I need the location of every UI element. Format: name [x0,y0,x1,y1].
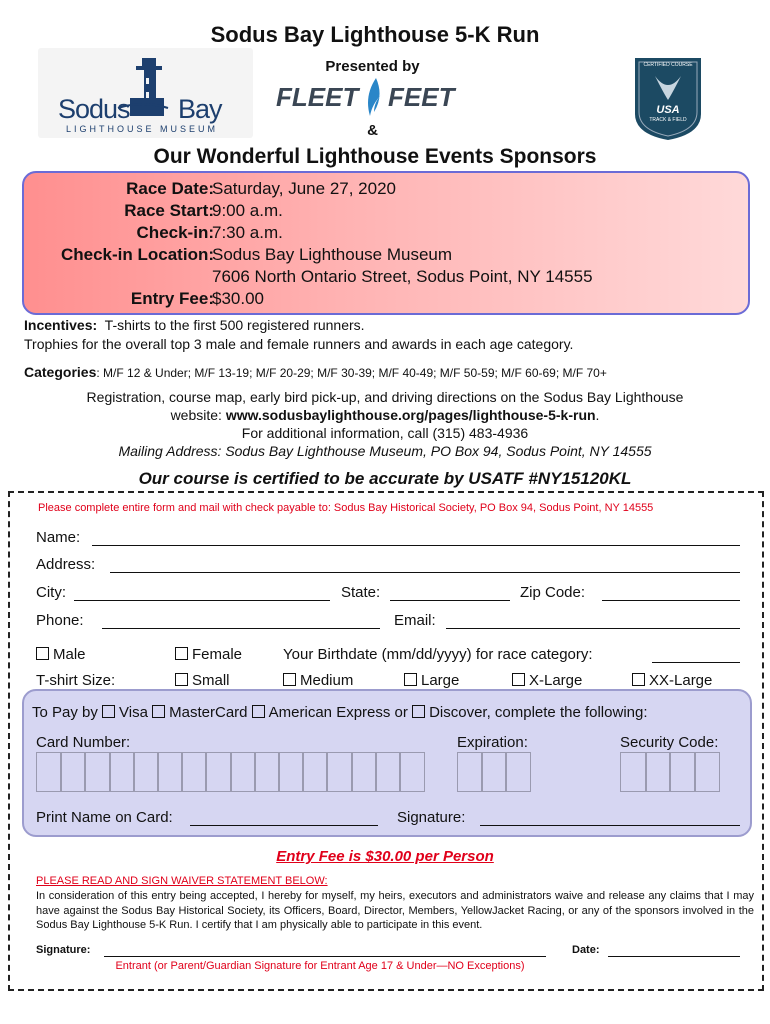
size-xxlarge-label: XX-Large [649,672,713,689]
card-digit-box[interactable] [36,752,62,792]
card-digit-box[interactable] [181,752,207,792]
female-checkbox[interactable] [175,647,188,660]
xlarge-checkbox[interactable] [512,673,525,686]
name-label: Name: [36,529,81,546]
phone-field[interactable] [102,628,380,629]
entrant-note: Entrant (or Parent/Guardian Signature for Entrant Age 17 & Under—NO Exceptions) [115,960,525,972]
checkin-label: Check-in: [136,223,214,242]
male-option[interactable] [36,646,86,663]
checkin-location-label: Check-in Location: [60,245,214,264]
size-medium-label: Medium [300,672,354,689]
discover-checkbox[interactable] [412,705,425,718]
mastercard-label: MasterCard [169,704,248,721]
race-start-value: 9:00 a.m. [212,201,283,220]
size-xlarge-label: X-Large [529,672,583,689]
card-digit-box[interactable] [84,752,110,792]
waiver-text: In consideration of this entry being accepted, I hereby for myself, my heirs, executors and administrators waive and release any claims that I may have against the Sodus Bay Historical Society, its Officers, Board, Director, Members, YellowJacket Racing, or any of the sponsors involved in the Sodus Bay Lighthouse 5-K Run. I certify that I am physically able to participate in this event. [36,890,754,931]
card-digit-box[interactable] [109,752,135,792]
registration-phone-line: For additional information, call (315) 483-4936 [241,425,529,441]
waiver-signature-label: Signature: [36,944,91,956]
incentives-line2: Trophies for the overall top 3 male and female runners and awards in each age category. [24,336,574,352]
print-name-field[interactable] [190,825,378,826]
card-digit-box[interactable] [254,752,280,792]
zip-field[interactable] [602,600,740,601]
print-name-label: Print Name on Card: [36,809,173,826]
large-checkbox[interactable] [404,673,417,686]
pay-by-label: To Pay by [32,704,98,721]
state-label: State: [341,584,381,601]
card-number-label: Card Number: [36,734,131,751]
city-label: City: [36,584,66,601]
email-label: Email: [394,612,436,629]
entry-fee-line: Entry Fee is $30.00 per Person [276,848,494,865]
website-label: website: [170,407,222,423]
sec-digit-box[interactable] [694,752,721,792]
visa-checkbox[interactable] [102,705,115,718]
state-field[interactable] [390,600,510,601]
security-code-label: Security Code: [620,734,719,751]
expiration-label: Expiration: [457,734,528,751]
sodus-logo-subtitle: LIGHTHOUSE MUSEUM [66,124,219,134]
checkin-location-value: Sodus Bay Lighthouse Museum [212,245,453,264]
flame-icon [362,76,384,120]
card-digit-box[interactable] [278,752,304,792]
size-large[interactable] [404,672,459,689]
fleet-logo-left: FLEET [276,82,359,112]
form-note: Please complete entire form and mail with check payable to: Sodus Bay Historical Society, PO Box 94, Sodus Point, NY 14555 [38,502,654,514]
race-date-value: Saturday, June 27, 2020 [212,179,396,198]
certified-statement: Our course is certified to be accurate by USATF #NY15120KL [138,469,632,488]
male-label: Male [53,646,86,663]
categories-label: Categories [24,364,97,380]
male-checkbox[interactable] [36,647,49,660]
incentives-line1 [24,317,365,333]
female-option[interactable] [175,646,242,663]
medium-checkbox[interactable] [283,673,296,686]
card-digit-box[interactable] [205,752,231,792]
birthdate-field[interactable] [652,662,740,663]
birthdate-label: Your Birthdate (mm/dd/yyyy) for race category: [283,646,593,663]
fleet-logo-right: FEET [388,82,455,112]
ampersand: & [367,122,378,139]
entry-fee-label: Entry Fee: [130,289,214,308]
card-digit-box[interactable] [351,752,377,792]
waiver-heading: PLEASE READ AND SIGN WAIVER STATEMENT BELOW: [36,875,328,887]
email-field[interactable] [446,628,740,629]
checkin-address-value: 7606 North Ontario Street, Sodus Point, NY 14555 [212,267,593,286]
categories-line [24,364,607,382]
card-digit-box[interactable] [399,752,425,792]
categories-text: : M/F 12 & Under; M/F 13-19; M/F 20-29; M/F 30-39; M/F 40-49; M/F 50-59; M/F 60-69; M/F 70+ [96,366,607,380]
xxlarge-checkbox[interactable] [632,673,645,686]
sodus-logo-text-right: Bay [178,94,222,124]
registration-line1: Registration, course map, early bird pick-up, and driving directions on the Sodus Bay Lighthouse [86,389,684,405]
website-link[interactable]: www.sodusbaylighthouse.org/pages/lighthouse-5-k-run [225,407,596,423]
size-small[interactable] [175,672,230,689]
size-medium[interactable] [283,672,353,689]
small-checkbox[interactable] [175,673,188,686]
exp-digit-box[interactable] [457,752,483,792]
sec-digit-box[interactable] [669,752,696,792]
female-label: Female [192,646,243,663]
card-digit-box[interactable] [157,752,183,792]
discover-label: Discover, complete the following: [429,704,648,721]
usatf-sub-text: TRACK & FIELD [649,117,687,123]
size-small-label: Small [192,672,230,689]
website-period: . [595,407,600,423]
sec-digit-box[interactable] [620,752,647,792]
size-xlarge[interactable] [512,672,582,689]
usatf-usa-text: USA [656,104,680,116]
card-digit-box[interactable] [302,752,328,792]
card-digit-box[interactable] [326,752,352,792]
usatf-top-text: CERTIFIED COURSE [643,62,693,68]
sec-digit-box[interactable] [645,752,672,792]
presented-by: Presented by [325,58,420,75]
race-info-box [22,171,750,315]
phone-label: Phone: [36,612,84,629]
size-xxlarge[interactable] [632,672,712,689]
sodus-bay-logo [38,48,253,138]
tshirt-label: T-shirt Size: [36,672,116,689]
date-line: Date: [572,944,600,956]
city-field[interactable] [74,600,330,601]
exp-digit-box[interactable] [481,752,507,792]
card-digit-box[interactable] [60,752,86,792]
race-start-label: Race Start: [124,201,214,220]
zip-label: Zip Code: [520,584,586,601]
mastercard-checkbox[interactable] [152,705,165,718]
card-signature-label: Signature: [397,809,466,826]
sponsors-heading: Our Wonderful Lighthouse Events Sponsors [153,145,597,168]
size-large-label: Large [421,672,460,689]
incentives-text: T-shirts to the first 500 registered runners. [104,317,365,333]
incentives-label: Incentives: [24,317,98,333]
registration-website-line [0,407,770,423]
card-digit-box[interactable] [375,752,401,792]
entry-fee-value: $30.00 [212,289,264,308]
address-field[interactable] [110,572,740,573]
exp-digit-box[interactable] [505,752,531,792]
pay-by-line [32,704,648,721]
amex-label: American Express or [268,704,408,721]
visa-label: Visa [119,704,148,721]
fleet-feet-logo [276,76,466,120]
page-title: Sodus Bay Lighthouse 5-K Run [210,22,540,47]
checkin-value: 7:30 a.m. [212,223,283,242]
card-digit-box[interactable] [133,752,159,792]
sodus-logo-text-left: Sodus [58,94,130,124]
address-label: Address: [36,556,96,573]
date-field[interactable] [608,956,740,957]
usatf-certified-logo [629,54,707,140]
mailing-address: Mailing Address: Sodus Bay Lighthouse Museum, PO Box 94, Sodus Point, NY 14555 [118,443,652,459]
amex-checkbox[interactable] [252,705,265,718]
card-digit-box[interactable] [230,752,256,792]
race-date-label: Race Date: [126,179,214,198]
waiver-signature-field[interactable] [104,956,546,957]
card-signature-field[interactable] [480,825,740,826]
name-field[interactable] [92,545,740,546]
date-label: Date [572,944,596,956]
